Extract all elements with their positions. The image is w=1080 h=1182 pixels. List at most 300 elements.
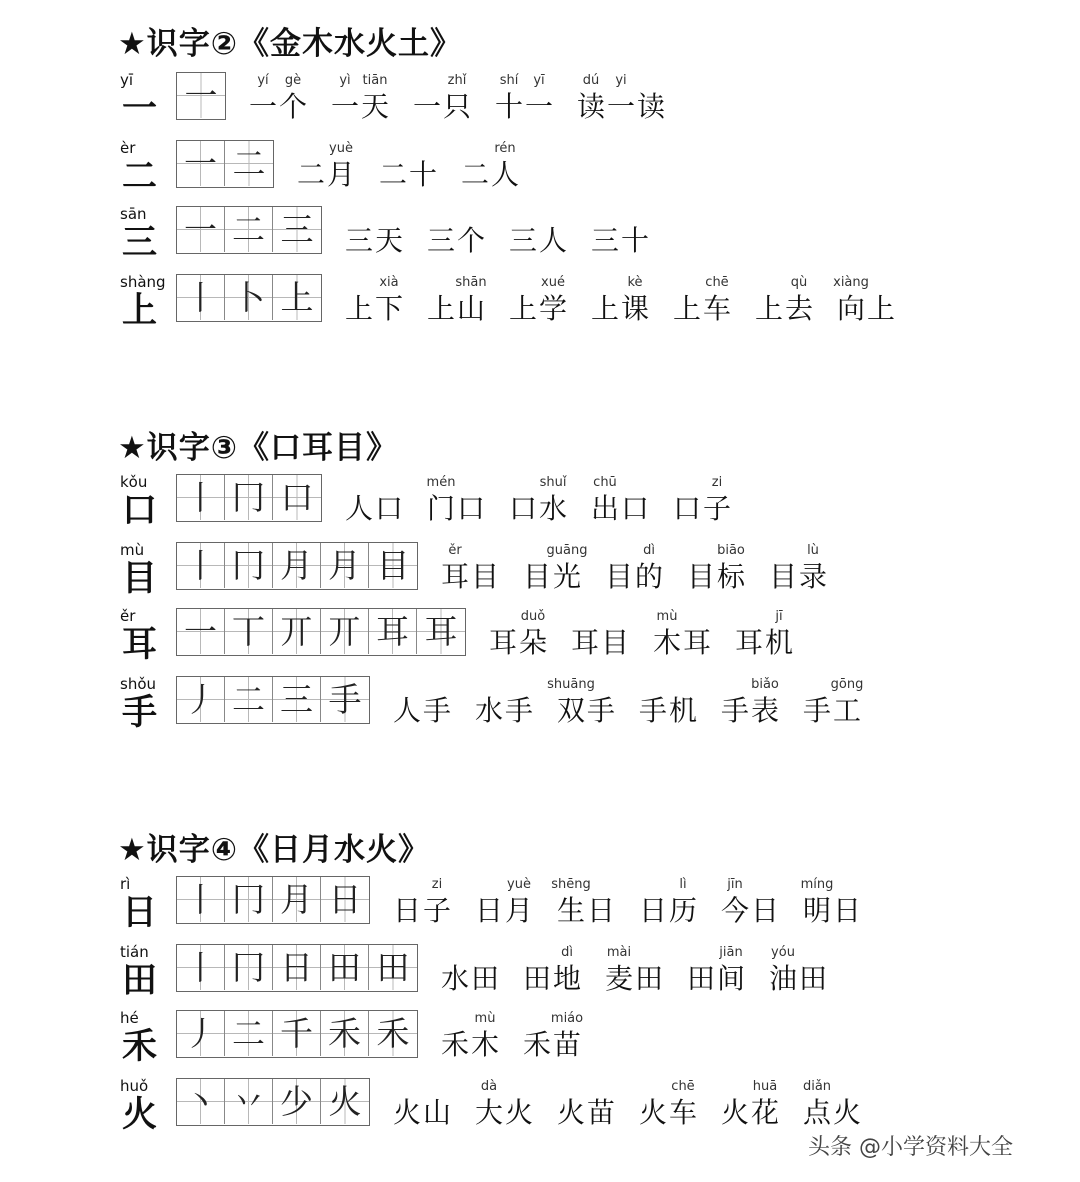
word bbox=[686, 944, 746, 996]
stroke-step: 丨 bbox=[184, 546, 217, 585]
word-char: 火 bbox=[392, 1096, 421, 1129]
word-char: 录 bbox=[798, 560, 827, 593]
word-char: 花 bbox=[750, 1096, 779, 1129]
word-char: 山 bbox=[422, 1096, 451, 1129]
word-pinyin: yóu bbox=[771, 945, 795, 960]
word-char: 三 bbox=[590, 224, 619, 257]
word bbox=[474, 676, 534, 728]
word-char: 地 bbox=[552, 962, 581, 995]
word-pinyin: yí bbox=[257, 73, 269, 88]
word bbox=[426, 274, 486, 326]
word-char: 机 bbox=[764, 626, 793, 659]
main-char: 一 bbox=[122, 88, 158, 129]
word-char: 火 bbox=[504, 1096, 533, 1129]
stroke-step: 禾 bbox=[376, 1014, 410, 1053]
word-list bbox=[440, 1010, 604, 1062]
stroke-step: 日 bbox=[328, 880, 362, 919]
stroke-cell bbox=[273, 543, 321, 588]
word-pinyin: dú bbox=[582, 73, 600, 88]
word-char: 机 bbox=[668, 694, 697, 727]
word-char: 口 bbox=[620, 492, 649, 525]
word-char: 天 bbox=[374, 224, 403, 257]
word bbox=[426, 474, 486, 526]
word-pinyin: tiān bbox=[362, 73, 388, 88]
word-char: 标 bbox=[716, 560, 745, 593]
stroke-step: 丨 bbox=[184, 948, 217, 987]
stroke-cell bbox=[225, 1079, 273, 1124]
word-char: 上 bbox=[426, 292, 455, 325]
stroke-cell bbox=[225, 141, 273, 186]
word-char: 学 bbox=[538, 292, 567, 325]
word bbox=[672, 474, 732, 526]
word-pinyin: shí bbox=[499, 73, 519, 88]
word-list bbox=[344, 206, 672, 258]
stroke-order-grid bbox=[176, 474, 322, 522]
word-char: 目 bbox=[600, 626, 629, 659]
main-char: 三 bbox=[122, 222, 158, 263]
word-char: 火 bbox=[832, 1096, 861, 1129]
word-pinyin: xià bbox=[379, 275, 399, 290]
stroke-step: 月 bbox=[280, 546, 313, 585]
word-list bbox=[392, 676, 884, 728]
word bbox=[638, 876, 698, 928]
word-char: 苗 bbox=[586, 1096, 615, 1129]
stroke-step: 冂 bbox=[232, 478, 265, 517]
word bbox=[296, 140, 356, 192]
stroke-cell bbox=[273, 609, 321, 654]
word-pinyin: kè bbox=[627, 275, 643, 290]
word bbox=[344, 206, 404, 258]
word bbox=[768, 542, 828, 594]
stroke-step: 冂 bbox=[232, 546, 265, 585]
stroke-step: 少 bbox=[280, 1082, 313, 1121]
word bbox=[686, 542, 746, 594]
stroke-cell bbox=[177, 275, 225, 320]
word-char: 一 bbox=[412, 90, 441, 123]
stroke-step: 丨 bbox=[184, 278, 217, 317]
word-char: 上 bbox=[344, 292, 373, 325]
word-char: 口 bbox=[672, 492, 701, 525]
stroke-order-grid bbox=[176, 1010, 418, 1058]
word-char: 田 bbox=[798, 962, 827, 995]
word bbox=[768, 944, 828, 996]
word-char: 油 bbox=[768, 962, 797, 995]
word-char: 人 bbox=[344, 492, 373, 525]
word-char: 间 bbox=[716, 962, 745, 995]
word-pinyin: chē bbox=[705, 275, 729, 290]
word-pinyin: chē bbox=[671, 1079, 695, 1094]
word-pinyin: miáo bbox=[550, 1011, 584, 1026]
stroke-cell bbox=[225, 475, 273, 520]
word-pinyin: mù bbox=[474, 1011, 496, 1026]
stroke-step: 一 bbox=[184, 210, 217, 249]
word-char: 木 bbox=[470, 1028, 499, 1061]
word-char: 田 bbox=[470, 962, 499, 995]
word-char: 大 bbox=[474, 1096, 503, 1129]
main-char-pinyin: shǒu bbox=[120, 675, 157, 693]
word-char: 个 bbox=[456, 224, 485, 257]
word-char: 山 bbox=[456, 292, 485, 325]
stroke-cell bbox=[417, 609, 465, 654]
word-char: 上 bbox=[508, 292, 537, 325]
stroke-step: 冂 bbox=[232, 880, 265, 919]
word-char: 双 bbox=[556, 694, 585, 727]
stroke-step: 丿 bbox=[184, 1014, 217, 1053]
word bbox=[551, 876, 616, 928]
word-char: 表 bbox=[750, 694, 779, 727]
word-char: 耳 bbox=[440, 560, 469, 593]
stroke-step: 手 bbox=[328, 680, 362, 719]
main-char-pinyin: huǒ bbox=[120, 1077, 149, 1095]
word-pinyin: biǎo bbox=[751, 677, 779, 692]
word bbox=[344, 274, 404, 326]
stroke-cell bbox=[225, 275, 273, 320]
word-char: 三 bbox=[508, 224, 537, 257]
stroke-step: 丨 bbox=[184, 880, 217, 919]
word-pinyin: shuǐ bbox=[539, 475, 567, 490]
stroke-cell bbox=[273, 877, 321, 922]
word-char: 手 bbox=[504, 694, 533, 727]
word bbox=[392, 876, 452, 928]
stroke-step: 丷 bbox=[232, 1082, 265, 1121]
main-char: 二 bbox=[122, 156, 158, 197]
stroke-step: 三 bbox=[280, 680, 313, 719]
word-char: 目 bbox=[604, 560, 633, 593]
word bbox=[547, 676, 616, 728]
word-pinyin: xué bbox=[541, 275, 565, 290]
word-char: 耳 bbox=[682, 626, 711, 659]
main-char: 火 bbox=[122, 1094, 158, 1135]
word-char: 水 bbox=[474, 694, 503, 727]
word bbox=[412, 72, 472, 124]
stroke-step: 二 bbox=[232, 144, 266, 183]
word bbox=[802, 876, 862, 928]
word-char: 目 bbox=[470, 560, 499, 593]
word-char: 课 bbox=[620, 292, 649, 325]
stroke-step: 卜 bbox=[232, 278, 265, 317]
stroke-order-grid bbox=[176, 140, 274, 188]
main-char-pinyin: tián bbox=[120, 943, 149, 961]
word-pinyin: yi bbox=[615, 73, 627, 88]
word-char: 向 bbox=[836, 292, 865, 325]
main-char: 目 bbox=[122, 558, 158, 599]
word-char: 田 bbox=[634, 962, 663, 995]
word-pinyin: dà bbox=[480, 1079, 498, 1094]
word-char: 三 bbox=[426, 224, 455, 257]
section-title: ★识字④《日月水火》 bbox=[118, 832, 431, 868]
word bbox=[344, 474, 404, 526]
word-char: 目 bbox=[686, 560, 715, 593]
word-char: 手 bbox=[720, 694, 749, 727]
word-char: 读 bbox=[636, 90, 665, 123]
word-pinyin: biāo bbox=[717, 543, 745, 558]
word-char: 日 bbox=[392, 894, 421, 927]
word bbox=[734, 608, 794, 660]
word bbox=[802, 1078, 862, 1130]
word bbox=[522, 542, 588, 594]
word-char: 手 bbox=[586, 694, 615, 727]
word-char: 上 bbox=[672, 292, 701, 325]
stroke-step: 三 bbox=[280, 210, 314, 249]
stroke-step: 耳 bbox=[424, 612, 458, 651]
word bbox=[652, 608, 712, 660]
word-char: 二 bbox=[460, 158, 489, 191]
word-char: 明 bbox=[802, 894, 831, 927]
stroke-step: 丌 bbox=[328, 612, 361, 651]
stroke-step: 冂 bbox=[232, 948, 265, 987]
word-pinyin: gè bbox=[284, 73, 302, 88]
stroke-order-grid bbox=[176, 542, 418, 590]
stroke-step: 丶 bbox=[184, 1082, 217, 1121]
word bbox=[802, 676, 862, 728]
main-char-pinyin: sān bbox=[120, 205, 147, 223]
word-char: 耳 bbox=[734, 626, 763, 659]
word bbox=[460, 140, 520, 192]
word-char: 子 bbox=[422, 894, 451, 927]
word-list bbox=[248, 72, 688, 124]
word-char: 一 bbox=[330, 90, 359, 123]
main-char-pinyin: mù bbox=[120, 541, 145, 559]
word bbox=[590, 206, 650, 258]
word-char: 手 bbox=[422, 694, 451, 727]
word-pinyin: duǒ bbox=[520, 609, 546, 624]
stroke-cell bbox=[273, 945, 321, 990]
word-pinyin: diǎn bbox=[802, 1079, 832, 1094]
word-char: 水 bbox=[538, 492, 567, 525]
stroke-cell bbox=[273, 275, 321, 320]
word-pinyin: dì bbox=[561, 945, 573, 960]
word bbox=[604, 944, 664, 996]
word-char: 手 bbox=[802, 694, 831, 727]
word bbox=[426, 206, 486, 258]
stroke-cell bbox=[177, 945, 225, 990]
word-pinyin: xiàng bbox=[833, 275, 869, 290]
word-char: 门 bbox=[426, 492, 455, 525]
word-char: 历 bbox=[668, 894, 697, 927]
word-list bbox=[392, 876, 884, 928]
stroke-order-grid bbox=[176, 876, 370, 924]
main-char-pinyin: kǒu bbox=[120, 473, 148, 491]
word bbox=[570, 608, 630, 660]
word bbox=[378, 140, 438, 192]
main-char-pinyin: èr bbox=[120, 139, 136, 157]
stroke-cell bbox=[321, 945, 369, 990]
main-char: 日 bbox=[122, 892, 158, 933]
main-char: 手 bbox=[122, 692, 158, 733]
word bbox=[392, 1078, 452, 1130]
word bbox=[576, 72, 666, 124]
word-char: 日 bbox=[750, 894, 779, 927]
word-char: 一 bbox=[524, 90, 553, 123]
word-char: 天 bbox=[360, 90, 389, 123]
stroke-step: 丿 bbox=[184, 680, 217, 719]
word-pinyin: yī bbox=[533, 73, 545, 88]
word-char: 耳 bbox=[570, 626, 599, 659]
word-char: 水 bbox=[440, 962, 469, 995]
word-char: 个 bbox=[278, 90, 307, 123]
word-pinyin: jīn bbox=[727, 877, 743, 892]
word-char: 上 bbox=[590, 292, 619, 325]
stroke-cell bbox=[225, 207, 273, 252]
word-char: 生 bbox=[556, 894, 585, 927]
word-pinyin: rén bbox=[494, 141, 516, 156]
main-char-pinyin: yī bbox=[120, 71, 134, 89]
word bbox=[556, 1078, 616, 1130]
word bbox=[474, 1078, 534, 1130]
stroke-cell bbox=[177, 207, 225, 252]
stroke-cell bbox=[225, 1011, 273, 1056]
word bbox=[754, 274, 814, 326]
word-list bbox=[440, 542, 850, 594]
word-char: 工 bbox=[832, 694, 861, 727]
word-char: 日 bbox=[586, 894, 615, 927]
stroke-order-grid bbox=[176, 944, 418, 992]
stroke-step: 千 bbox=[280, 1014, 313, 1053]
word-char: 去 bbox=[784, 292, 813, 325]
word-list bbox=[488, 608, 816, 660]
word-char: 火 bbox=[720, 1096, 749, 1129]
word bbox=[522, 944, 582, 996]
stroke-cell bbox=[177, 73, 225, 118]
word-char: 十 bbox=[494, 90, 523, 123]
word-char: 耳 bbox=[488, 626, 517, 659]
word bbox=[508, 206, 568, 258]
word-char: 人 bbox=[490, 158, 519, 191]
stroke-cell bbox=[225, 877, 273, 922]
stroke-step: 丨 bbox=[184, 478, 217, 517]
word bbox=[720, 676, 780, 728]
main-char: 耳 bbox=[122, 624, 158, 665]
stroke-step: 二 bbox=[232, 1014, 265, 1053]
stroke-step: 一 bbox=[184, 76, 218, 115]
stroke-order-grid bbox=[176, 72, 226, 120]
word-pinyin: dì bbox=[643, 543, 655, 558]
stroke-step: 月 bbox=[328, 546, 361, 585]
word-pinyin: jiān bbox=[719, 945, 743, 960]
word-char: 月 bbox=[326, 158, 355, 191]
word-char: 的 bbox=[634, 560, 663, 593]
word-pinyin: shān bbox=[455, 275, 487, 290]
word-char: 点 bbox=[802, 1096, 831, 1129]
stroke-cell bbox=[177, 141, 225, 186]
word bbox=[330, 72, 390, 124]
word bbox=[604, 542, 664, 594]
stroke-cell bbox=[177, 877, 225, 922]
stroke-step: 田 bbox=[328, 948, 361, 987]
word-char: 麦 bbox=[604, 962, 633, 995]
main-char: 口 bbox=[122, 490, 158, 531]
stroke-step: 一 bbox=[184, 612, 217, 651]
word-list bbox=[344, 274, 918, 326]
word-pinyin: yì bbox=[339, 73, 351, 88]
main-char: 禾 bbox=[122, 1026, 158, 1067]
word-char: 光 bbox=[552, 560, 581, 593]
stroke-cell bbox=[225, 609, 273, 654]
word bbox=[590, 474, 650, 526]
word bbox=[638, 1078, 698, 1130]
word-pinyin: gōng bbox=[830, 677, 864, 692]
word-char: 十 bbox=[620, 224, 649, 257]
stroke-cell bbox=[177, 475, 225, 520]
word-char: 车 bbox=[702, 292, 731, 325]
word-char: 禾 bbox=[440, 1028, 469, 1061]
stroke-cell bbox=[225, 945, 273, 990]
stroke-cell bbox=[321, 1079, 369, 1124]
stroke-step: 禾 bbox=[328, 1014, 361, 1053]
word-list bbox=[392, 1078, 884, 1130]
stroke-cell bbox=[321, 677, 369, 722]
stroke-cell bbox=[369, 945, 417, 990]
word bbox=[508, 474, 568, 526]
word-pinyin: zi bbox=[711, 475, 723, 490]
word bbox=[474, 876, 534, 928]
word-char: 人 bbox=[392, 694, 421, 727]
stroke-step: 火 bbox=[328, 1082, 362, 1121]
stroke-cell bbox=[225, 677, 273, 722]
word-pinyin: qù bbox=[790, 275, 808, 290]
word-char: 今 bbox=[720, 894, 749, 927]
section-title: ★识字②《金木水火土》 bbox=[118, 26, 463, 62]
stroke-step: 田 bbox=[376, 948, 410, 987]
stroke-cell bbox=[369, 1011, 417, 1056]
word-char: 二 bbox=[296, 158, 325, 191]
word-pinyin: shēng bbox=[551, 877, 591, 892]
stroke-order-grid bbox=[176, 206, 322, 254]
main-char-pinyin: rì bbox=[120, 875, 131, 893]
word-char: 田 bbox=[522, 962, 551, 995]
word-char: 目 bbox=[522, 560, 551, 593]
word-char: 一 bbox=[248, 90, 277, 123]
word-char: 日 bbox=[474, 894, 503, 927]
stroke-step: 丅 bbox=[232, 612, 265, 651]
word bbox=[440, 542, 500, 594]
stroke-cell bbox=[321, 543, 369, 588]
word-pinyin: zi bbox=[431, 877, 443, 892]
word-char: 火 bbox=[556, 1096, 585, 1129]
word bbox=[522, 1010, 582, 1062]
word bbox=[508, 274, 568, 326]
word-char: 下 bbox=[374, 292, 403, 325]
word bbox=[833, 274, 896, 326]
stroke-step: 二 bbox=[232, 680, 265, 719]
word-char: 三 bbox=[344, 224, 373, 257]
word-char: 苗 bbox=[552, 1028, 581, 1061]
word-char: 出 bbox=[590, 492, 619, 525]
stroke-cell bbox=[177, 677, 225, 722]
watermark: 头条 @小学资料大全 bbox=[808, 1135, 1013, 1160]
stroke-cell bbox=[273, 1079, 321, 1124]
word-char: 子 bbox=[702, 492, 731, 525]
word-char: 手 bbox=[638, 694, 667, 727]
word-char: 一 bbox=[606, 90, 635, 123]
word-pinyin: lù bbox=[807, 543, 819, 558]
word-char: 车 bbox=[668, 1096, 697, 1129]
main-char: 上 bbox=[122, 290, 158, 331]
stroke-step: 一 bbox=[184, 144, 217, 183]
word-char: 火 bbox=[638, 1096, 667, 1129]
word bbox=[720, 876, 780, 928]
word-pinyin: ěr bbox=[448, 543, 462, 558]
stroke-cell bbox=[273, 207, 321, 252]
word-char: 日 bbox=[638, 894, 667, 927]
word bbox=[488, 608, 548, 660]
stroke-cell bbox=[321, 609, 369, 654]
stroke-step: 耳 bbox=[376, 612, 409, 651]
main-char: 田 bbox=[122, 960, 158, 1001]
word-pinyin: yuè bbox=[507, 877, 531, 892]
stroke-cell bbox=[273, 677, 321, 722]
word-list bbox=[344, 474, 754, 526]
